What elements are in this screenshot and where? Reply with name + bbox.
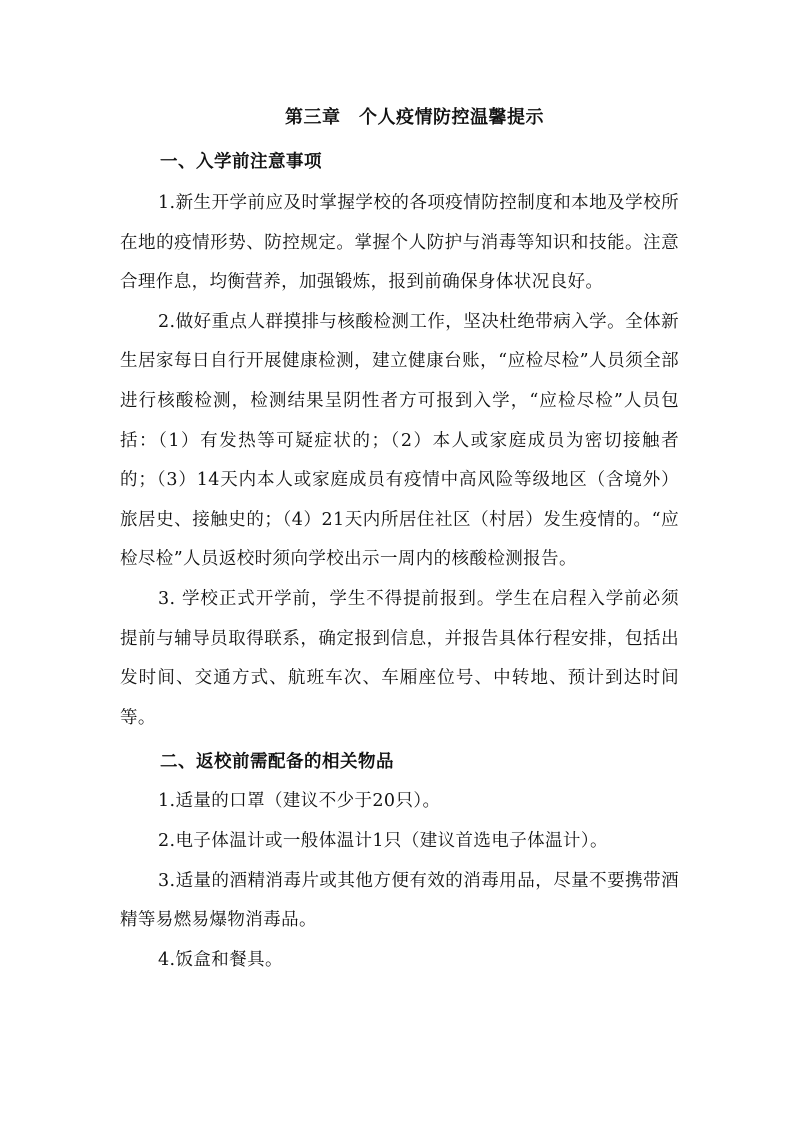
section-heading-items-to-prepare: 二、返校前需配备的相关物品 bbox=[160, 752, 394, 773]
chapter-title: 第三章 个人疫情防控温馨提示 bbox=[285, 107, 544, 128]
paragraph-1-2: 2.做好重点人群摸排与核酸检测工作，坚决杜绝带病入学。全体新生居家每日自行开展健康检测，建立健康台账，“应检尽检”人员须全部进行核酸检测，检测结果呈阴性者方可报到入学，“应检尽检”人员包括：（1）有发热等可疑症状的；（2）本人或家庭成员为密切接触者的；（3）14天内本人或家庭成员有疫情中高风险等级地区（含境外）旅居史、接触史的；（4）21天内所居住社区（村居）发生疫情的。“应检尽检”人员返校时须向学校出示一周内的核酸检测报告。 bbox=[120, 311, 679, 570]
section-heading-before-enrollment: 一、入学前注意事项 bbox=[160, 152, 322, 172]
paragraph-2-4: 4.饭盒和餐具。 bbox=[158, 949, 283, 970]
paragraph-1-1: 1.新生开学前应及时掌握学校的各项疫情防控制度和本地及学校所在地的疫情形势、防控规定。掌握个人防护与消毒等知识和技能。注意合理作息，均衡营养，加强锻炼，报到前确保身体状况良好。 bbox=[120, 193, 679, 293]
paragraph-2-1: 1.适量的口罩（建议不少于20只）。 bbox=[158, 791, 441, 812]
paragraph-1-3: 3. 学校正式开学前，学生不得提前报到。学生在启程入学前必须提前与辅导员取得联系，确定报到信息，并报告具体行程安排，包括出发时间、交通方式、航班车次、车厢座位号、中转地、预计到达时间等。 bbox=[120, 588, 679, 728]
paragraph-2-3: 3.适量的酒精消毒片或其他方便有效的消毒用品，尽量不要携带酒精等易燃易爆物消毒品。 bbox=[120, 870, 679, 931]
paragraph-2-2: 2.电子体温计或一般体温计1只（建议首选电子体温计）。 bbox=[158, 830, 608, 851]
